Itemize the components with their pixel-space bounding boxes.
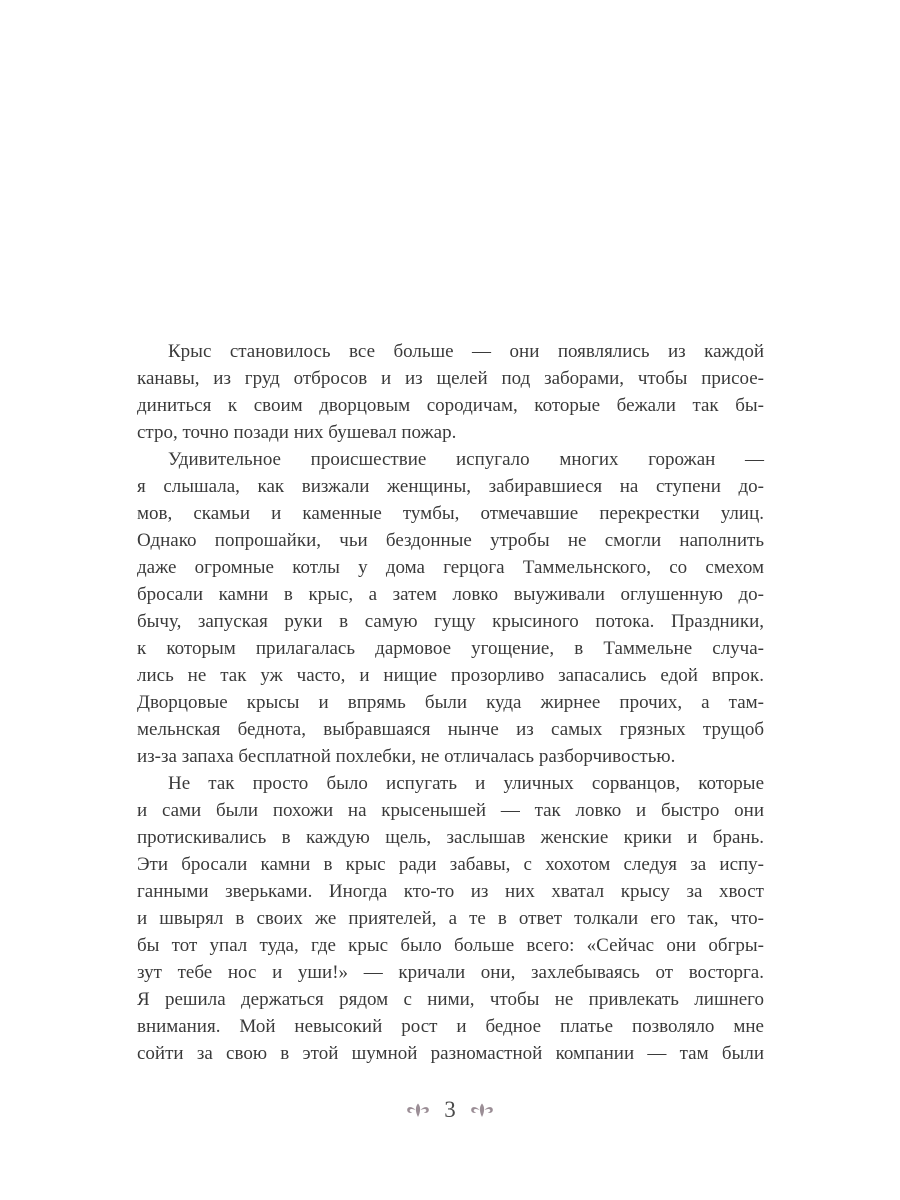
fleuron-left-icon	[405, 1102, 431, 1119]
text-line: внимания. Мой невысокий рост и бедное платье позволяло мне	[137, 1016, 764, 1037]
text-line: Эти бросали камни в крыс ради забавы, с хохотом следуя за испу-	[137, 854, 764, 875]
text-line: лись не так уж часто, и нищие прозорливо запасались едой впрок.	[137, 665, 764, 686]
text-line: и сами были похожи на крысенышей — так ловко и быстро они	[137, 800, 764, 821]
text-line: я слышала, как визжали женщины, забиравшиеся на ступени до-	[137, 476, 764, 497]
text-line: Однако попрошайки, чьи бездонные утробы не смогли наполнить	[137, 530, 764, 551]
page-footer	[0, 1098, 900, 1123]
text-line: и швырял в своих же приятелей, а те в ответ толкали его так, что-	[137, 908, 764, 929]
text-line: Дворцовые крысы и впрямь были куда жирнее прочих, а там-	[137, 692, 764, 713]
text-line: диниться к своим дворцовым сородичам, которые бежали так бы-	[137, 395, 764, 416]
text-line: Я решила держаться рядом с ними, чтобы не привлекать лишнего	[137, 989, 764, 1010]
paragraph	[137, 338, 764, 446]
text-line: к которым прилагалась дармовое угощение, в Таммельне случа-	[137, 638, 764, 659]
text-line: стро, точно позади них бушевал пожар.	[137, 422, 457, 443]
text-line: мов, скамьи и каменные тумбы, отмечавшие перекрестки улиц.	[137, 503, 764, 524]
text-line: ганными зверьками. Иногда кто-то из них хватал крысу за хвост	[137, 881, 764, 902]
text-line: сойти за свою в этой шумной разномастной компании — там были	[137, 1043, 764, 1064]
text-line: Крыс становилось все больше — они появлялись из каждой	[168, 341, 764, 362]
paragraph	[137, 446, 764, 770]
text-line: зут тебе нос и уши!» — кричали они, захлебываясь от восторга.	[137, 962, 764, 983]
text-block	[137, 338, 764, 1067]
text-line: Удивительное происшествие испугало многих горожан —	[168, 449, 764, 470]
fleuron-right-icon	[469, 1102, 495, 1119]
page-number: 3	[444, 1097, 456, 1122]
text-line: бросали камни в крыс, а затем ловко выуживали оглушенную до-	[137, 584, 764, 605]
text-line: бы тот упал туда, где крыс было больше всего: «Сейчас они обгры-	[137, 935, 764, 956]
text-line: бычу, запуская руки в самую гущу крысиного потока. Праздники,	[137, 611, 764, 632]
paragraph	[137, 770, 764, 1067]
text-line: канавы, из груд отбросов и из щелей под заборами, чтобы присое-	[137, 368, 764, 389]
text-line: протискивались в каждую щель, заслышав женские крики и брань.	[137, 827, 764, 848]
text-line: мельнская беднота, выбравшаяся нынче из самых грязных трущоб	[137, 719, 764, 740]
text-line: из-за запаха бесплатной похлебки, не отличалась разборчивостью.	[137, 746, 676, 767]
text-line: даже огромные котлы у дома герцога Таммельнского, со смехом	[137, 557, 764, 578]
text-line: Не так просто было испугать и уличных сорванцов, которые	[168, 773, 764, 794]
